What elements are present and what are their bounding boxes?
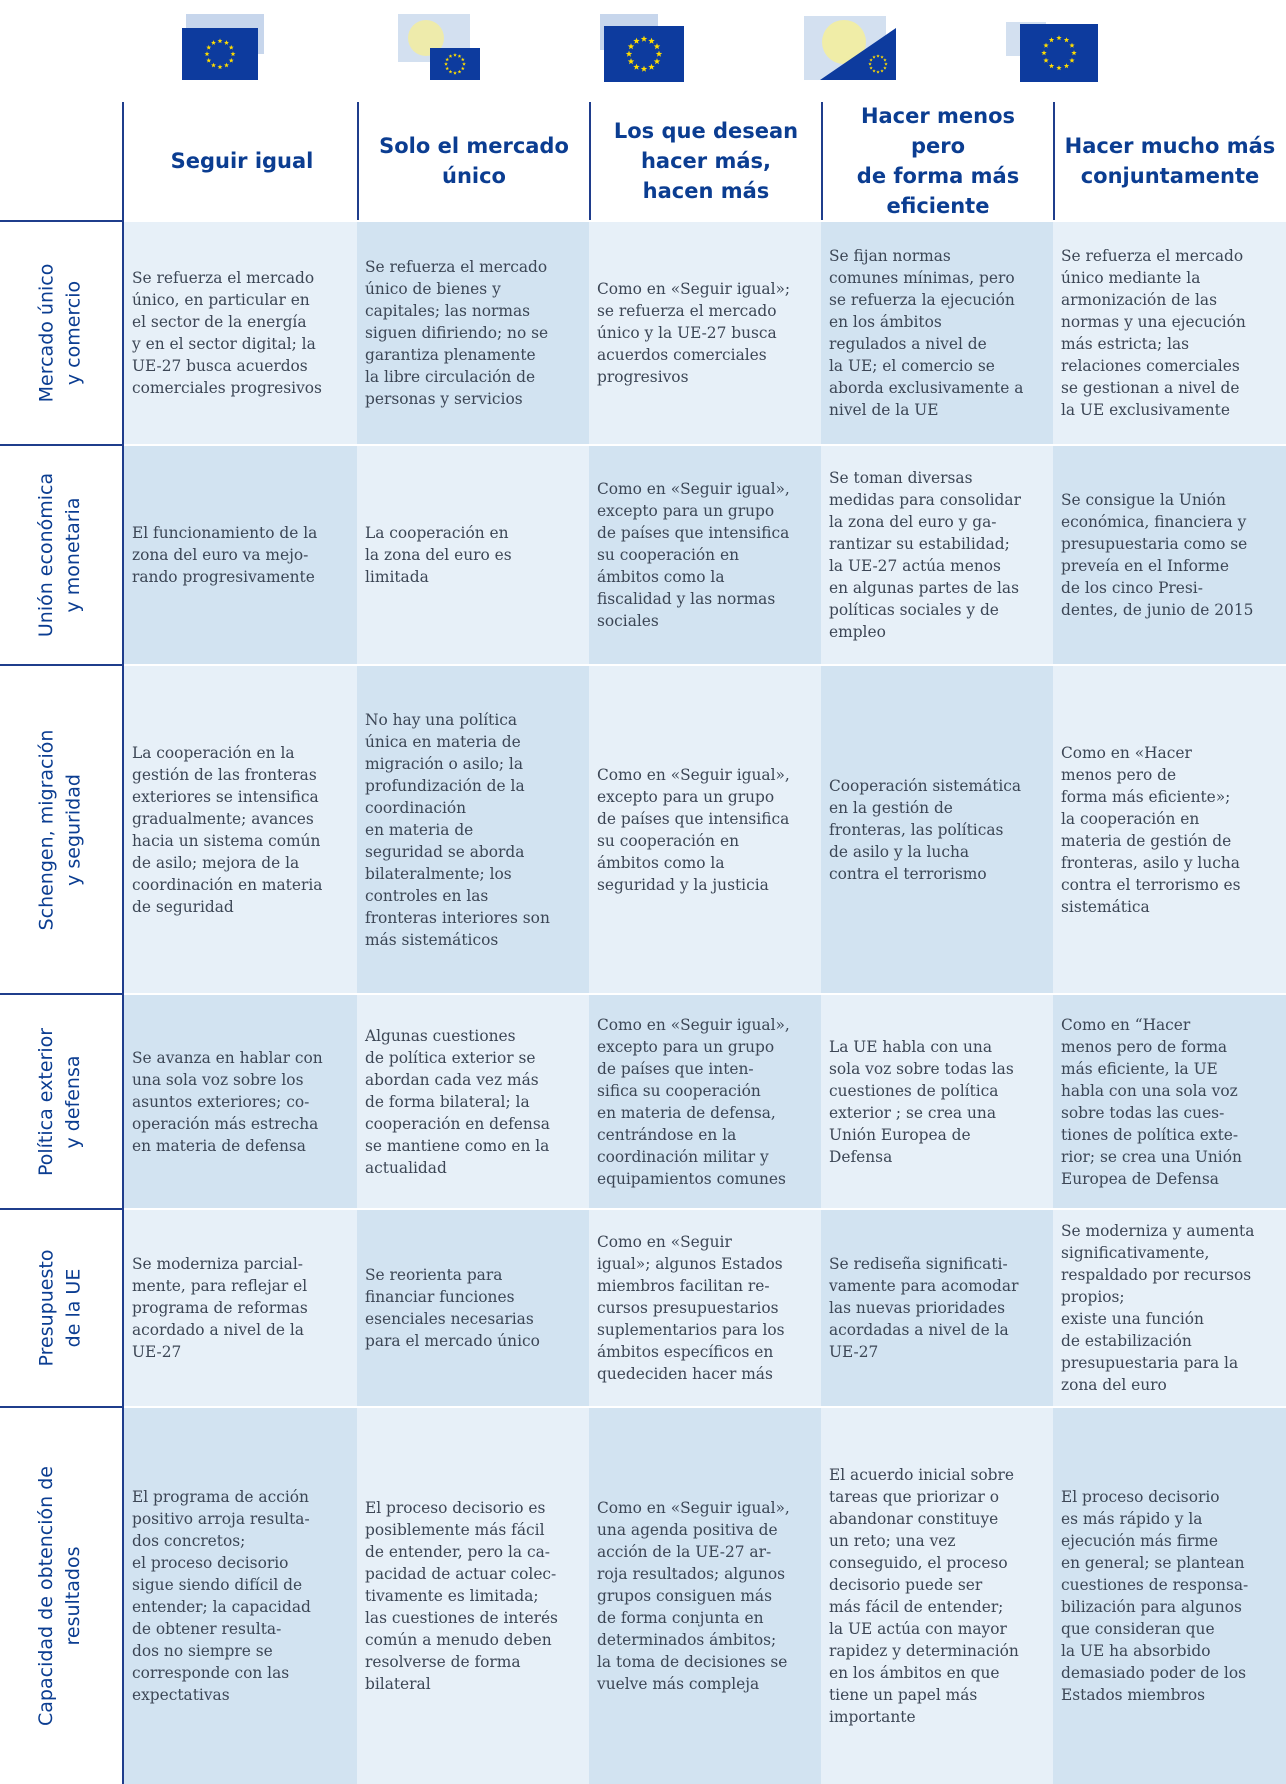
table-cell: La cooperación en la zona del euro es limitada bbox=[357, 446, 589, 664]
table-cell: Algunas cuestiones de política exterior se abordan cada vez más de forma bilateral; la cooperación en defensa se mantiene como en la actualidad bbox=[357, 995, 589, 1208]
table-cell: Como en “Hacer menos pero de forma más eficiente, la UE habla con una sola voz sobre todas las cues- tiones de política exte- rior; se crea una Unión Europea de Defensa bbox=[1053, 995, 1286, 1208]
table-cell: Se moderniza parcial- mente, para reflejar el programa de reformas acordado a nivel de la UE-27 bbox=[124, 1210, 357, 1406]
table-cell: Como en «Hacer menos pero de forma más eficiente»; la cooperación en materia de gestión de fronteras, asilo y lucha contra el terrorismo es sistemática bbox=[1053, 666, 1286, 993]
table-cell: Como en «Seguir igual»; algunos Estados miembros facilitan re- cursos presupuestarios suplementarios para los ámbitos específicos en quedeciden hacer más bbox=[589, 1210, 821, 1406]
column-header-solo-mercado-unico: Solo el mercado único bbox=[379, 134, 569, 188]
eu-flag-icon bbox=[798, 14, 918, 94]
row-label-union-economica: Unión económica y monetaria bbox=[35, 472, 84, 638]
column-header-hacer-menos: Hacer menos pero de forma más eficiente bbox=[856, 104, 1020, 218]
row-label-politica-exterior: Política exterior y defensa bbox=[35, 1027, 84, 1176]
header-divider bbox=[357, 102, 359, 220]
eu-flag-icon bbox=[588, 14, 708, 94]
table-cell: Se reorienta para financiar funciones esenciales necesarias para el mercado único bbox=[357, 1210, 589, 1406]
table-cell: Se rediseña significati- vamente para acomodar las nuevas prioridades acordadas a nivel de la UE-27 bbox=[821, 1210, 1053, 1406]
table-cell: Se consigue la Unión económica, financiera y presupuestaria como se preveía en el Informe de los cinco Presi- dentes, de junio de 2015 bbox=[1053, 446, 1286, 664]
table-cell: Se fijan normas comunes mínimas, pero se refuerza la ejecución en los ámbitos regulados a nivel de la UE; el comercio se aborda exclusivamente a nivel de la UE bbox=[821, 222, 1053, 444]
table-cell: Se refuerza el mercado único mediante la armonización de las normas y una ejecución más estricta; las relaciones comerciales se gestionan a nivel de la UE exclusivamente bbox=[1053, 222, 1286, 444]
table-cell: Se toman diversas medidas para consolidar la zona del euro y ga- rantizar su estabilidad; la UE-27 actúa menos en algunas partes de las políticas sociales y de empleo bbox=[821, 446, 1053, 664]
flags-row bbox=[122, 0, 1286, 100]
table-cell: Se refuerza el mercado único, en particular en el sector de la energía y en el sector digital; la UE-27 busca acuerdos comerciales progresivos bbox=[124, 222, 357, 444]
table-cell: La cooperación en la gestión de las fronteras exteriores se intensifica gradualmente; avances hacia un sistema común de asilo; mejora de la coordinación en materia de seguridad bbox=[124, 666, 357, 993]
table-cell: Como en «Seguir igual»; se refuerza el mercado único y la UE-27 busca acuerdos comerciales progresivos bbox=[589, 222, 821, 444]
table-cell: El proceso decisorio es posiblemente más fácil de entender, pero la ca- pacidad de actuar colec- tivamente es limitada; las cuestiones de interés común a menudo deben resolverse de forma bilateral bbox=[357, 1408, 589, 1784]
column-header-hacer-mucho-mas: Hacer mucho más conjuntamente bbox=[1064, 134, 1276, 188]
table-cell: Como en «Seguir igual», excepto para un grupo de países que inten- sifica su cooperación en materia de defensa, centrándose en la coordinación militar y equipamientos comunes bbox=[589, 995, 821, 1208]
table-cell: Se refuerza el mercado único de bienes y capitales; las normas siguen difiriendo; no se garantiza plenamente la libre circulación de personas y servicios bbox=[357, 222, 589, 444]
table-cell: Como en «Seguir igual», excepto para un grupo de países que intensifica su cooperación en ámbitos como la fiscalidad y las normas sociales bbox=[589, 446, 821, 664]
table-cell: El funcionamiento de la zona del euro va mejo- rando progresivamente bbox=[124, 446, 357, 664]
table-cell: El acuerdo inicial sobre tareas que priorizar o abandonar constituye un reto; una vez conseguido, el proceso decisorio puede ser más fácil de entender; la UE actúa con mayor rapidez y determinación en los ámbitos en que tiene un papel más importante bbox=[821, 1408, 1053, 1784]
table-cell: El proceso decisorio es más rápido y la ejecución más firme en general; se plantean cuestiones de responsa- bilización para algunos que consideran que la UE ha absorbido demasiado poder de los Estados miembros bbox=[1053, 1408, 1286, 1784]
table-cell: Como en «Seguir igual», excepto para un grupo de países que intensifica su cooperación en ámbitos como la seguridad y la justicia bbox=[589, 666, 821, 993]
eu-flag-icon bbox=[172, 14, 292, 94]
table-cell: Se avanza en hablar con una sola voz sobre los asuntos exteriores; co- operación más estrecha en materia de defensa bbox=[124, 995, 357, 1208]
table-cell: No hay una política única en materia de migración o asilo; la profundización de la coordinación en materia de seguridad se aborda bilateralmente; los controles en las fronteras interiores son más sistemáticos bbox=[357, 666, 589, 993]
header-divider bbox=[821, 102, 823, 220]
column-header-seguir-igual: Seguir igual bbox=[170, 149, 314, 173]
table-cell: Cooperación sistemática en la gestión de fronteras, las políticas de asilo y la lucha contra el terrorismo bbox=[821, 666, 1053, 993]
header-divider bbox=[122, 102, 124, 220]
row-label-schengen: Schengen, migración y seguridad bbox=[35, 729, 85, 930]
table-cell: Se moderniza y aumenta significativamente, respaldado por recursos propios; existe una función de estabilización presupuestaria para la zona del euro bbox=[1053, 1210, 1286, 1406]
eu-flag-icon bbox=[1002, 14, 1122, 94]
eu-flag-icon bbox=[384, 14, 504, 94]
row-label-capacidad: Capacidad de obtención de resultados bbox=[35, 1466, 85, 1726]
table-cell: La UE habla con una sola voz sobre todas las cuestiones de política exterior ; se crea una Unión Europea de Defensa bbox=[821, 995, 1053, 1208]
header-divider bbox=[589, 102, 591, 220]
header-divider bbox=[1053, 102, 1055, 220]
table-cell: El programa de acción positivo arroja resulta- dos concretos; el proceso decisorio sigue siendo difícil de entender; la capacidad de obtener resulta- dos no siempre se corresponde con las expectativas bbox=[124, 1408, 357, 1784]
table-cell: Como en «Seguir igual», una agenda positiva de acción de la UE-27 ar- roja resultados; algunos grupos consiguen más de forma conjunta en determinados ámbitos; la toma de decisiones se vuelve más compleja bbox=[589, 1408, 821, 1784]
row-label-presupuesto: Presupuesto de la UE bbox=[34, 1249, 84, 1367]
column-header-hacen-mas: Los que desean hacer más, hacen más bbox=[613, 119, 799, 203]
row-label-mercado-unico: Mercado único y comercio bbox=[35, 263, 85, 403]
